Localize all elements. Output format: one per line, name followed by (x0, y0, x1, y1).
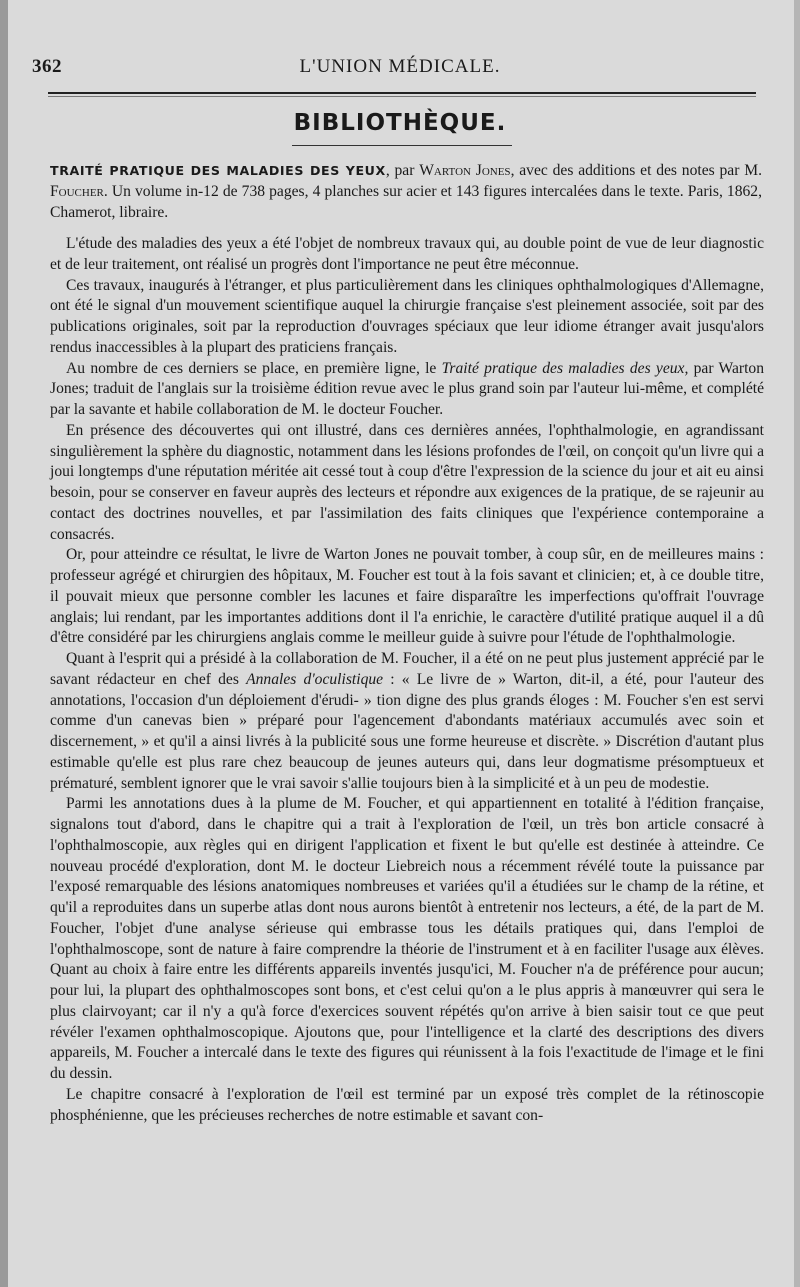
paragraph (50, 234, 764, 276)
page-edge-left (0, 0, 8, 1287)
running-head (32, 56, 768, 84)
paragraph-text: Ces travaux, inaugurés à l'étranger, et plus particulièrement dans les cliniques ophthalmologiques d'Allemagne, ont été le signal d'un mouvement scientifique auquel la chirurgie française s'est pleinement associée, soit par des publications originales, soit par la reproduction d'ouvrages spéciaux que leur idiome étranger avait jusqu'alors rendus inaccessibles à la plupart des praticiens français. (50, 276, 764, 356)
heading-rule (292, 145, 512, 146)
paragraph (50, 359, 764, 421)
paragraph-text: Au nombre de ces derniers se place, en première ligne, le (66, 359, 442, 377)
header-rule (48, 92, 756, 94)
paragraph-text: par Warton Jones; traduit de l'anglais sur la troisième édition revue avec le plus grand soin par l'auteur lui-même, et complété par la savante et habile collaboration de M. le docteur Foucher. (50, 359, 765, 418)
paragraph (50, 794, 764, 1085)
header-rule-thin (48, 96, 756, 97)
paragraph (50, 1085, 764, 1127)
paragraph-text: Quant à l'esprit qui a présidé à la collaboration de M. Foucher, il a été on ne peut plus justement apprécié par le savant rédacteur en chef des (50, 650, 764, 688)
paragraph-text: Le chapitre consacré à l'exploration de l'œil est terminé par un exposé très complet de la rétinoscopie phosphénienne, que les précieuses recherches de notre estimable et savant con- (50, 1085, 764, 1124)
paragraph-text: : « Le livre de » Warton, dit-il, a été, pour l'auteur des annotations, l'occasion d'un déploiement d'érudi- » tion digne des plus grands éloges : M. Foucher s'en est servi comme d'un canevas bien » préparé pour l'agencement d'abondants matériaux accumulés avec soin et discernement, » et qu'il a ainsi livrés à la publicité sous une forme heureuse et discrète. » Discrétion d'autant plus estimable qu'elle est plus rare chez beaucoup de jeunes auteurs qui, dans leur dogmatisme présomptueux et prématuré, semblent ignorer que le vrai savoir s'allie toujours bien à la simplicité et à un peu de modestie. (50, 670, 764, 792)
book-citation (50, 160, 762, 224)
paragraph (50, 276, 764, 359)
paragraph (50, 421, 764, 546)
citation-title: TRAITÉ PRATIQUE DES MALADIES DES YEUX (50, 163, 386, 178)
paragraph (50, 545, 764, 649)
journal-title-italic: Annales d'oculistique (246, 670, 384, 688)
citation-annotator: Foucher (50, 183, 104, 201)
citation-text: . Un volume in-12 de 738 pages, 4 planches sur acier et 143 figures intercalées dans le texte. Paris, 1862, Chamerot, libraire. (50, 183, 762, 222)
paragraph (50, 649, 764, 794)
paragraph-text: Parmi les annotations dues à la plume de M. Foucher, et qui appartiennent en totalité à l'édition française, signalons tout d'abord, dans le chapitre qui a trait à l'exploration de l'œil, un très bon article consacré à l'ophthalmoscopie, aux règles qui en dirigent l'application et fixent le but qu'elle est destinée à atteindre. Ce nouveau procédé d'exploration, dont M. le docteur Liebreich nous a récemment révélé toute la puissance par l'exposé remarquable des lésions anatomiques nombreuses et variées qu'il a étudiées sur le champ de la rétine, et qu'il a reproduites dans un superbe atlas dont nous aurons bientôt à entretenir nos lecteurs, a été, de la part de M. Foucher, l'objet d'une analyse sérieuse qui embrasse tous les détails pratiques qui, dans l'emploi de l'ophthalmoscope, sont de nature à faire comprendre la théorie de l'instrument et à en faciliter l'usage aux élèves. Quant au choix à faire entre les différents appareils inventés jusqu'ici, M. Foucher n'a de préférence pour aucun; pour lui, la plupart des ophthalmoscopes sont bons, et c'est celui qu'on a le plus appris à manœuvrer qui sera le plus clairvoyant; car il n'y a qu'à force d'exercices souvent répétés qu'on arrive à bien saisir tout ce que peut révéler l'examen ophthalmoscopique. Ajoutons que, pour l'intelligence et la clarté des descriptions des divers appareils, M. Foucher a intercalé dans le texte des figures qui réunissent à la fois l'exactitude de l'image et le fini du dessin. (50, 795, 764, 1082)
article-body (50, 234, 764, 1126)
page-number: 362 (32, 56, 62, 77)
page-edge-right (794, 0, 800, 1287)
citation-text: , par (385, 162, 420, 179)
section-heading: BIBLIOTHÈQUE. (293, 110, 507, 136)
citation-text: , avec des additions et des notes par M. (510, 162, 762, 179)
paragraph-text: En présence des découvertes qui ont illustré, dans ces dernières années, l'ophthalmologie, en agrandissant singulièrement la sphère du diagnostic, notamment dans les lésions profondes de l'œil, on conçoit qu'un livre qui a joui longtemps d'une réputation méritée ait cessé tout à coup d'être l'expression de la science du jour et ait eu ainsi besoin, pour se conserver en faveur auprès des lecteurs et répondre aux exigences de la pratique, de se rajeunir au contact des doctrines nouvelles, et par l'assimilation des faits cliniques que l'expérience contemporaine a consacrés. (50, 421, 764, 543)
book-title-italic: Traité pratique des maladies des yeux, (441, 359, 689, 377)
paragraph-text: L'étude des maladies des yeux a été l'objet de nombreux travaux qui, au double point de vue de leur diagnostic et de leur traitement, ont réalisé un progrès dont l'importance ne peut être méconnue. (50, 235, 764, 273)
paragraph-text: Or, pour atteindre ce résultat, le livre de Warton Jones ne pouvait tomber, à coup sûr, en de meilleures mains : professeur agrégé et chirurgien des hôpitaux, M. Foucher est tout à la fois savant et clinicien; et, à ce double titre, il pouvait mieux que personne combler les lacunes et faire disparaître les imperfections qu'offrait l'ouvrage anglais; lui rendant, par les importantes additions dont il l'a enrichie, le caractère d'utilité pratique auquel il a dû d'être considéré par les chirurgiens anglais comme le meilleur guide à suivre pour l'étude de l'ophthalmologie. (50, 546, 764, 647)
journal-title: L'UNION MÉDICALE. (299, 56, 501, 77)
citation-author: Warton Jones (419, 162, 511, 179)
